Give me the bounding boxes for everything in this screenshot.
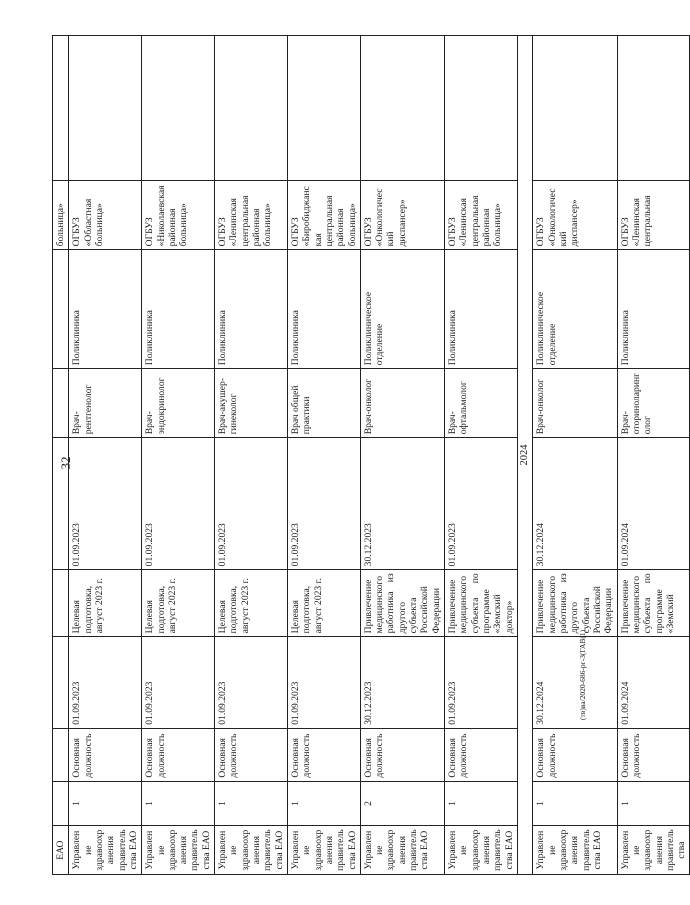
position-cell: Врач-рентгенолог: [69, 369, 142, 438]
position-cell: Врач-эндокринолог: [142, 369, 215, 438]
employment-cell: Основная должность: [617, 728, 690, 781]
quantity-cell: 1: [215, 781, 288, 826]
due-date-cell: [53, 438, 69, 570]
blank-cell: [445, 36, 518, 181]
start-date-cell: 01.09.2024: [617, 637, 690, 728]
due-date-cell: 01.09.2023: [445, 438, 518, 570]
quantity-cell: 2: [360, 781, 444, 826]
employment-cell: Основная должность: [360, 728, 444, 781]
unit-cell: Поликлиника: [142, 250, 215, 369]
employment-cell: Основная должность: [533, 728, 617, 781]
unit-cell: Поликлиника: [445, 250, 518, 369]
unit-cell: Поликлиническое отделение: [533, 250, 617, 369]
measure-cell: Привлечение медицинского работника из другого субъекта Российской Федерации: [533, 570, 617, 637]
blank-cell: [215, 36, 288, 181]
table-row: [533, 36, 617, 875]
start-date-cell: 01.09.2023: [215, 637, 288, 728]
employment-cell: [53, 728, 69, 781]
responsible-cell: Управление здравоохранения правительства ЕАО: [533, 826, 617, 875]
unit-cell: Поликлиника: [617, 250, 690, 369]
unit-cell: [53, 250, 69, 369]
unit-cell: Поликлиника: [215, 250, 288, 369]
quantity-cell: 1: [445, 781, 518, 826]
start-date-cell: 30.12.2024: [533, 637, 617, 728]
blank-cell: [533, 36, 617, 181]
responsible-cell: Управление здравоохранения правительства ЕАО: [360, 826, 444, 875]
employment-cell: Основная должность: [445, 728, 518, 781]
measure-cell: Привлечение медицинского субъекта по программе «Земский доктор»: [445, 570, 518, 637]
due-date-cell: 01.09.2023: [142, 438, 215, 570]
measure-cell: Целевая подготовка, август 2023 г.: [287, 570, 360, 637]
quantity-cell: 1: [142, 781, 215, 826]
measure-cell: [53, 570, 69, 637]
measure-cell: Целевая подготовка, август 2023 г.: [215, 570, 288, 637]
unit-cell: Поликлиническое отделение: [360, 250, 444, 369]
employment-cell: Основная должность: [287, 728, 360, 781]
page-number: 32: [58, 456, 73, 470]
table-row: [53, 36, 69, 875]
organization-cell: ОГБУЗ «Онкологический диспансер»: [360, 181, 444, 250]
table-row: [142, 36, 215, 875]
start-date-cell: 01.09.2023: [287, 637, 360, 728]
year-divider-row: [518, 36, 533, 875]
staffing-plan-table: [52, 35, 690, 875]
start-date-cell: 01.09.2023: [69, 637, 142, 728]
quantity-cell: 1: [533, 781, 617, 826]
organization-cell: ОГБУЗ «Областная больница»: [69, 181, 142, 250]
organization-cell: ОГБУЗ «Ленинская центральная районная больница»: [215, 181, 288, 250]
measure-cell: Целевая подготовка, август 2023 г.: [142, 570, 215, 637]
year-label: 2024: [518, 36, 533, 875]
table-row: [287, 36, 360, 875]
table-row: [445, 36, 518, 875]
responsible-cell: Управление здравоохранения правительства: [617, 826, 690, 875]
employment-cell: Основная должность: [142, 728, 215, 781]
quantity-cell: [53, 781, 69, 826]
due-date-cell: 01.09.2024: [617, 438, 690, 570]
responsible-cell: Управление здравоохранения правительства ЕАО: [287, 826, 360, 875]
organization-cell: ОГБУЗ «Биробиджанская центральная районная больница»: [287, 181, 360, 250]
table-row: [360, 36, 444, 875]
organization-cell: ОГБУЗ «Николаевская районная больница»: [142, 181, 215, 250]
quantity-cell: 1: [617, 781, 690, 826]
start-date-cell: [53, 637, 69, 728]
blank-cell: [287, 36, 360, 181]
responsible-cell: Управление здравоохранения правительства ЕАО: [215, 826, 288, 875]
due-date-cell: 01.09.2023: [69, 438, 142, 570]
start-date-cell: 30.12.2023: [360, 637, 444, 728]
blank-cell: [617, 36, 690, 181]
position-cell: Врач общей практики: [287, 369, 360, 438]
measure-cell: Целевая подготовка, август 2023 г.: [69, 570, 142, 637]
table-row: [215, 36, 288, 875]
measure-cell: Привлечение медицинского работника из другого субъекта Российской Федерации: [360, 570, 444, 637]
unit-cell: Поликлиника: [287, 250, 360, 369]
organization-cell: больница»: [53, 181, 69, 250]
bottom-margin: [52, 875, 574, 905]
position-cell: Врач-акушер-гинеколог: [215, 369, 288, 438]
start-date-cell: 01.09.2023: [142, 637, 215, 728]
position-cell: [53, 369, 69, 438]
position-cell: Врач-онколог: [360, 369, 444, 438]
responsible-cell: Управление здравоохранения правительства ЕАО: [69, 826, 142, 875]
position-cell: Врач-оториноларинголог: [617, 369, 690, 438]
responsible-cell: Управление здравоохранения правительства ЕАО: [445, 826, 518, 875]
footer-document-code: (тв)ва/2020-686-рг-3(ГАВ(1): [578, 629, 587, 720]
employment-cell: Основная должность: [69, 728, 142, 781]
position-cell: Врач-офтальмолог: [445, 369, 518, 438]
due-date-cell: 30.12.2024: [533, 438, 617, 570]
quantity-cell: 1: [287, 781, 360, 826]
organization-cell: ОГБУЗ «Ленинская центральная районная больница»: [445, 181, 518, 250]
organization-cell: ОГБУЗ «Онкологический диспансер»: [533, 181, 617, 250]
position-cell: Врач-онколог: [533, 369, 617, 438]
employment-cell: Основная должность: [215, 728, 288, 781]
due-date-cell: 01.09.2023: [215, 438, 288, 570]
start-date-cell: 01.09.2023: [445, 637, 518, 728]
table-row: [617, 36, 690, 875]
measure-cell: Привлечение медицинского субъекта по программе «Земский: [617, 570, 690, 637]
blank-cell: [53, 36, 69, 181]
organization-cell: ОГБУЗ «Ленинская центральная: [617, 181, 690, 250]
due-date-cell: 01.09.2023: [287, 438, 360, 570]
table-row: [69, 36, 142, 875]
blank-cell: [142, 36, 215, 181]
quantity-cell: 1: [69, 781, 142, 826]
responsible-cell: Управление здравоохранения правительства ЕАО: [142, 826, 215, 875]
blank-cell: [360, 36, 444, 181]
due-date-cell: 30.12.2023: [360, 438, 444, 570]
responsible-cell: ЕАО: [53, 826, 69, 875]
unit-cell: Поликлиника: [69, 250, 142, 369]
blank-cell: [69, 36, 142, 181]
